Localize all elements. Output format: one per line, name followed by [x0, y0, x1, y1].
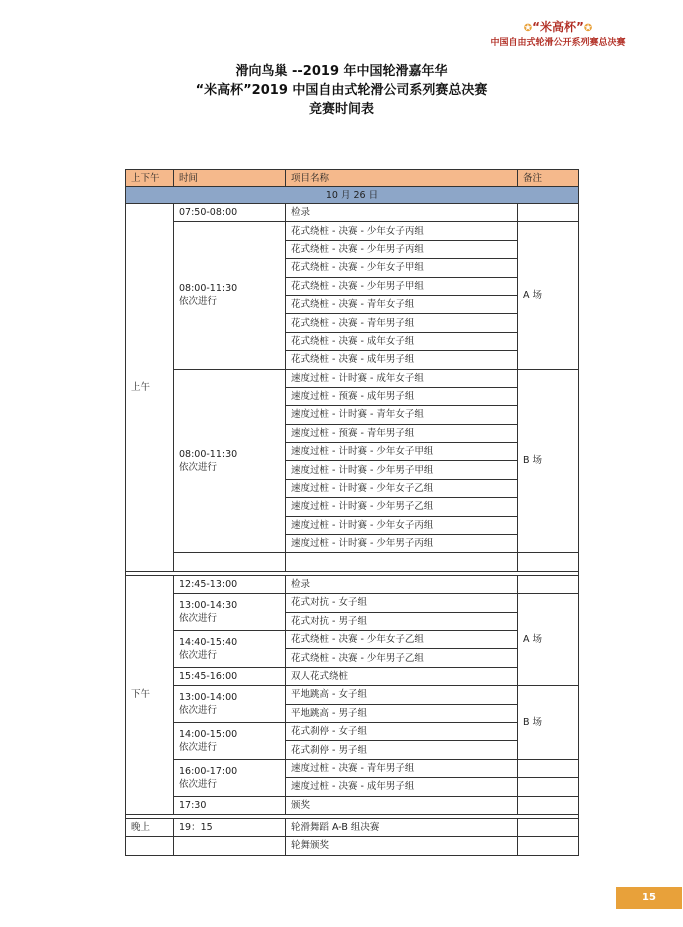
event-cell: 平地跳高 - 男子组	[286, 704, 518, 722]
time-cell: 08:00-11:30 依次进行	[174, 222, 286, 369]
trophy-right-icon: ✪	[583, 23, 593, 34]
event-cell: 速度过桩 - 计时赛 - 少年女子丙组	[286, 516, 518, 534]
remark-cell	[518, 204, 579, 222]
col-header-period: 上下午	[126, 170, 174, 187]
col-header-event: 项目名称	[286, 170, 518, 187]
event-cell	[286, 553, 518, 571]
table-row	[126, 630, 579, 648]
event-cell: 花式刹停 - 男子组	[286, 741, 518, 759]
event-cell: 速度过桩 - 预赛 - 青年男子组	[286, 424, 518, 442]
event-cell: 速度过桩 - 计时赛 - 少年男子丙组	[286, 535, 518, 553]
event-cell: 花式绕桩 - 决赛 - 少年女子甲组	[286, 259, 518, 277]
table-row	[126, 575, 579, 593]
table-row	[126, 796, 579, 814]
table-row	[126, 837, 579, 855]
time-cell: 08:00-11:30 依次进行	[174, 369, 286, 553]
col-header-time: 时间	[174, 170, 286, 187]
period-pm: 下午	[126, 575, 174, 814]
table-row	[126, 667, 579, 685]
event-cell: 平地跳高 - 女子组	[286, 686, 518, 704]
table-row	[126, 204, 579, 222]
table-row	[126, 759, 579, 777]
remark-cell: B 场	[518, 369, 579, 553]
remark-cell	[518, 818, 579, 836]
time-cell: 14:40-15:40 依次进行	[174, 630, 286, 667]
brand-title: ✪“米高杯”✪	[523, 20, 593, 34]
time-cell: 12:45-13:00	[174, 575, 286, 593]
table-row	[126, 222, 579, 240]
event-cell: 轮滑舞蹈 A-B 组决赛	[286, 818, 518, 836]
remark-cell	[518, 553, 579, 571]
event-cell: 花式绕桩 - 决赛 - 少年男子丙组	[286, 240, 518, 258]
event-cell: 轮舞颁奖	[286, 837, 518, 855]
event-cell: 花式绕桩 - 决赛 - 青年女子组	[286, 295, 518, 313]
remark-cell: A 场	[518, 222, 579, 369]
event-cell: 速度过桩 - 预赛 - 成年男子组	[286, 387, 518, 405]
event-cell	[174, 553, 286, 571]
event-cell: 双人花式绕桩	[286, 667, 518, 685]
remark-cell	[518, 796, 579, 814]
table-row	[126, 722, 579, 740]
schedule-table	[125, 169, 579, 856]
period-cell	[126, 837, 174, 855]
table-row	[126, 553, 579, 571]
time-cell: 07:50-08:00	[174, 204, 286, 222]
time-cell: 19：15	[174, 818, 286, 836]
title-line-3: 竞赛时间表	[308, 102, 374, 117]
event-cell: 花式绕桩 - 决赛 - 少年女子乙组	[286, 630, 518, 648]
time-cell: 16:00-17:00 依次进行	[174, 759, 286, 796]
page-number: 15	[616, 887, 682, 909]
event-cell: 检录	[286, 204, 518, 222]
time-cell: 13:00-14:30 依次进行	[174, 594, 286, 631]
event-cell: 检录	[286, 575, 518, 593]
table-row	[126, 594, 579, 612]
time-cell	[174, 837, 286, 855]
event-cell: 速度过桩 - 计时赛 - 少年女子乙组	[286, 479, 518, 497]
date-cell: 10 月 26 日	[126, 187, 579, 204]
event-cell: 花式刹停 - 女子组	[286, 722, 518, 740]
event-cell: 花式对抗 - 男子组	[286, 612, 518, 630]
time-cell: 15:45-16:00	[174, 667, 286, 685]
brand-subtitle: 中国自由式轮滑公开系列赛总决赛	[490, 38, 626, 48]
event-cell: 速度过桩 - 计时赛 - 青年女子组	[286, 406, 518, 424]
event-cell: 花式绕桩 - 决赛 - 青年男子组	[286, 314, 518, 332]
col-header-remark: 备注	[518, 170, 579, 187]
remark-cell: B 场	[518, 686, 579, 760]
event-cell: 速度过桩 - 计时赛 - 少年男子甲组	[286, 461, 518, 479]
event-cell: 速度过桩 - 计时赛 - 成年女子组	[286, 369, 518, 387]
event-cell: 花式绕桩 - 决赛 - 少年女子丙组	[286, 222, 518, 240]
table-header-row	[126, 170, 579, 187]
table-row	[126, 369, 579, 387]
title-line-2: “米高杯”2019 中国自由式轮滑公司系列赛总决赛	[195, 83, 488, 98]
title-line-1: 滑向鸟巢 --2019 年中国轮滑嘉年华	[235, 64, 448, 79]
remark-cell	[518, 837, 579, 855]
period-am: 上午	[126, 204, 174, 572]
table-row	[126, 818, 579, 836]
remark-cell	[518, 575, 579, 593]
time-cell: 13:00-14:00 依次进行	[174, 686, 286, 723]
event-cell: 颁奖	[286, 796, 518, 814]
document-title	[0, 62, 683, 119]
remark-cell	[518, 778, 579, 796]
event-cell: 花式绕桩 - 决赛 - 成年男子组	[286, 351, 518, 369]
event-cell: 速度过桩 - 决赛 - 青年男子组	[286, 759, 518, 777]
table-row	[126, 686, 579, 704]
date-row	[126, 187, 579, 204]
remark-cell	[518, 759, 579, 777]
event-cell: 花式对抗 - 女子组	[286, 594, 518, 612]
event-cell: 速度过桩 - 计时赛 - 少年男子乙组	[286, 498, 518, 516]
event-cell: 花式绕桩 - 决赛 - 少年男子甲组	[286, 277, 518, 295]
event-cell: 速度过桩 - 计时赛 - 少年女子甲组	[286, 443, 518, 461]
event-cell: 速度过桩 - 决赛 - 成年男子组	[286, 778, 518, 796]
event-cell: 花式绕桩 - 决赛 - 少年男子乙组	[286, 649, 518, 667]
remark-cell: A 场	[518, 594, 579, 686]
time-cell: 17:30	[174, 796, 286, 814]
trophy-left-icon: ✪	[523, 23, 533, 34]
time-cell: 14:00-15:00 依次进行	[174, 722, 286, 759]
event-cell: 花式绕桩 - 决赛 - 成年女子组	[286, 332, 518, 350]
header-logo	[453, 20, 663, 50]
period-eve: 晚上	[126, 818, 174, 836]
